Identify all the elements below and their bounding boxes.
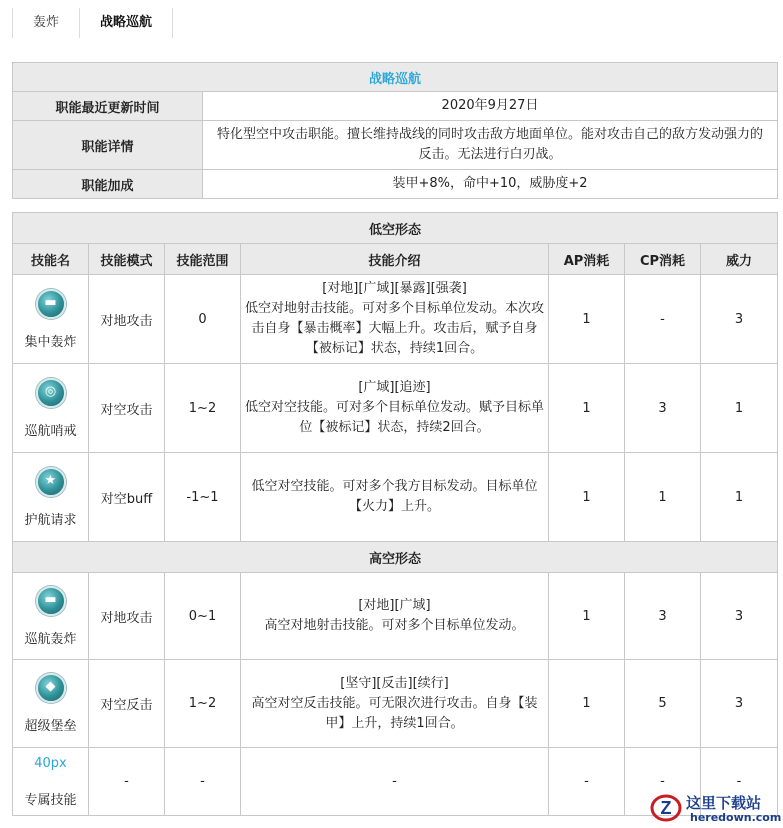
svg-text:Z: Z xyxy=(660,798,672,818)
table-row xyxy=(13,364,778,453)
air-attack-icon: ◎ xyxy=(36,378,66,408)
watermark-title: 这里下载站 xyxy=(686,794,762,812)
skill-ap: 1 xyxy=(549,453,625,542)
skill-desc-cell xyxy=(241,573,549,660)
update-time-value: 2020年9月27日 xyxy=(203,92,778,121)
skill-range: 1~2 xyxy=(165,364,241,453)
table-row xyxy=(13,453,778,542)
skill-name: 专属技能 xyxy=(24,792,77,808)
table-row xyxy=(13,573,778,660)
skill-mode: 对地攻击 xyxy=(89,275,165,364)
header-skill-range: 技能范围 xyxy=(165,244,241,275)
table-row xyxy=(13,275,778,364)
skill-tags: [广域][追迹] xyxy=(358,380,431,395)
skill-tags: [对地][广域][暴露][强袭] xyxy=(322,281,467,296)
skill-name: 护航请求 xyxy=(24,512,77,528)
skill-power: 3 xyxy=(701,660,778,748)
skill-range: 1~2 xyxy=(165,660,241,748)
skill-tags: [对地][广域] xyxy=(358,598,431,613)
role-detail-value: 特化型空中攻击职能。擅长维持战线的同时攻击敌方地面单位。能对攻击自己的敌方发动强力的反击。无法进行白刃战。 xyxy=(203,121,778,170)
site-logo-icon xyxy=(650,792,682,824)
skill-desc-cell xyxy=(241,275,549,364)
skill-desc: 高空对空反击技能。可无限次进行攻击。自身【装甲】上升，持续1回合。 xyxy=(251,695,538,731)
skill-cp: 3 xyxy=(625,364,701,453)
skill-name-cell xyxy=(13,573,89,660)
skill-name-cell xyxy=(13,364,89,453)
update-time-label: 职能最近更新时间 xyxy=(13,92,203,121)
header-skill-name: 技能名 xyxy=(13,244,89,275)
skill-name-cell xyxy=(13,453,89,542)
counter-icon: ◆ xyxy=(36,673,66,703)
star-buff-icon: ★ xyxy=(36,467,66,497)
skill-mode: 对地攻击 xyxy=(89,573,165,660)
skill-range: - xyxy=(165,748,241,816)
role-title: 战略巡航 xyxy=(13,63,778,92)
skill-power: 3 xyxy=(701,573,778,660)
role-bonus-value: 装甲+8%，命中+10，威胁度+2 xyxy=(203,170,778,199)
skill-cp: 5 xyxy=(625,660,701,748)
skill-tags: [坚守][反击][续行] xyxy=(340,675,449,691)
skill-name: 超级堡垒 xyxy=(24,719,77,734)
header-skill-mode: 技能模式 xyxy=(89,244,165,275)
skill-mode: 对空buff xyxy=(89,453,165,542)
skills-table xyxy=(12,212,778,816)
skill-power: - xyxy=(701,748,778,816)
skill-power: 3 xyxy=(701,275,778,364)
ground-attack-icon: ▬ xyxy=(36,586,66,616)
ground-attack-icon: ▬ xyxy=(36,289,66,319)
skill-cp: - xyxy=(625,275,701,364)
skill-name-cell xyxy=(13,748,89,816)
skill-cp: - xyxy=(625,748,701,816)
header-cp-cost: CP消耗 xyxy=(625,244,701,275)
skill-desc: 低空对空技能。可对多个目标单位发动。赋予目标单位【被标记】状态，持续2回合。 xyxy=(245,400,545,435)
low-form-title: 低空形态 xyxy=(13,213,778,244)
skill-cp: 1 xyxy=(625,453,701,542)
skill-desc: 低空对空技能。可对多个我方目标发动。目标单位【火力】上升。 xyxy=(251,479,538,514)
header-power: 威力 xyxy=(701,244,778,275)
image-link[interactable]: 40px xyxy=(34,755,67,771)
watermark-url: heredown.com xyxy=(690,811,782,824)
header-skill-desc: 技能介绍 xyxy=(241,244,549,275)
tab-bombing[interactable]: 轰炸 xyxy=(12,8,79,38)
skill-range: 0~1 xyxy=(165,573,241,660)
skill-desc-cell xyxy=(241,364,549,453)
role-info-table xyxy=(12,62,778,199)
skill-mode: - xyxy=(89,748,165,816)
tab-strategic-cruise[interactable]: 战略巡航 xyxy=(79,8,173,38)
skill-ap: 1 xyxy=(549,660,625,748)
header-ap-cost: AP消耗 xyxy=(549,244,625,275)
skill-name: 巡航轰炸 xyxy=(24,631,77,647)
skill-desc: 高空对地射击技能。可对多个目标单位发动。 xyxy=(264,618,525,633)
skill-name: 巡航哨戒 xyxy=(24,423,77,439)
skill-range: -1~1 xyxy=(165,453,241,542)
tab-bar xyxy=(12,8,173,38)
high-form-title: 高空形态 xyxy=(13,542,778,573)
skill-mode: 对空攻击 xyxy=(89,364,165,453)
skill-desc-cell xyxy=(241,453,549,542)
skill-cp: 3 xyxy=(625,573,701,660)
role-detail-label: 职能详情 xyxy=(13,121,203,170)
skill-power: 1 xyxy=(701,453,778,542)
role-bonus-label: 职能加成 xyxy=(13,170,203,199)
skill-ap: 1 xyxy=(549,364,625,453)
skill-desc-cell xyxy=(241,660,549,748)
skill-range: 0 xyxy=(165,275,241,364)
skill-ap: - xyxy=(549,748,625,816)
skill-desc: - xyxy=(241,748,549,816)
skill-ap: 1 xyxy=(549,275,625,364)
skill-mode: 对空反击 xyxy=(89,660,165,748)
table-row xyxy=(13,660,778,748)
watermark xyxy=(648,790,783,828)
skill-ap: 1 xyxy=(549,573,625,660)
skill-name-cell xyxy=(13,660,89,748)
skill-name-cell xyxy=(13,275,89,364)
skill-power: 1 xyxy=(701,364,778,453)
skill-desc: 低空对地射击技能。可对多个目标单位发动。本次攻击自身【暴击概率】大幅上升。攻击后，赋予自身【被标记】状态，持续1回合。 xyxy=(245,301,545,356)
skill-name: 集中轰炸 xyxy=(24,334,77,350)
